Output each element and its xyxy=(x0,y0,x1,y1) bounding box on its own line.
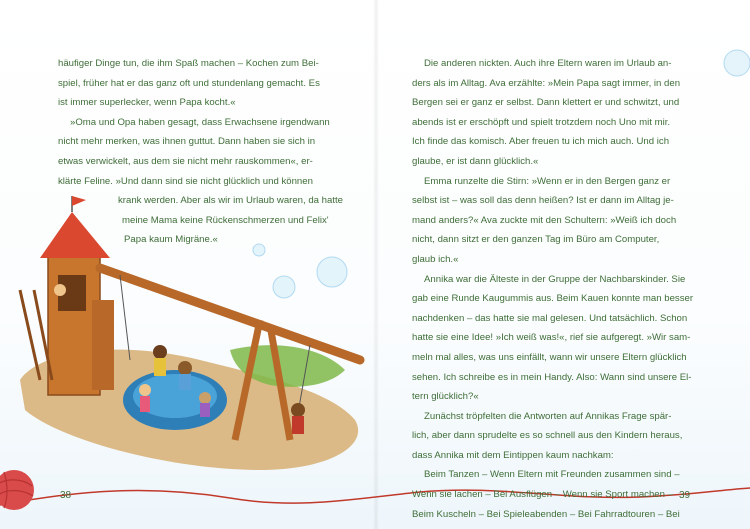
text-line: Bergen sei er ganz er selbst. Dann klettert er und schwitzt, und xyxy=(412,97,680,109)
page-number-right: 39 xyxy=(679,490,691,501)
text-line: Annika war die Älteste in der Gruppe der Nachbarskinder. Sie xyxy=(424,273,686,285)
left-page-text xyxy=(58,54,344,250)
text-line: spiel, früher hat er das ganz oft und stundenlang gemacht. Es xyxy=(58,77,320,89)
text-line: Ich finde das komisch. Aber freuen tu ich mich auch. Und ich xyxy=(412,136,670,148)
text-line: glaub ich.« xyxy=(412,253,459,265)
text-line: Wenn sie lachen – Bei Ausflügen – Wenn sie Sport machen – xyxy=(412,489,673,501)
text-line: Die anderen nickten. Auch ihre Eltern waren im Urlaub an- xyxy=(424,58,672,69)
text-line: mand anders?« Ava zuckte mit den Schultern: »Weiß ich doch xyxy=(412,214,677,226)
yarn-ball-icon xyxy=(0,470,34,510)
text-line: nicht mehr merken, was ihnen guttut. Dann haben sie sich in xyxy=(58,136,316,148)
text-line: etwas verwickelt, aus dem sie nicht mehr rauskommen«, er- xyxy=(58,155,313,167)
text-line: nachdenken – das hatte sie mal gelesen. Und tatsächlich. Schon xyxy=(412,312,688,324)
text-line: ders als im Alltag. Ava erzählte: »Mein Papa sagt immer, in den xyxy=(412,77,681,89)
text-line: meine Mama keine Rückenschmerzen und Felix' xyxy=(122,214,329,226)
text-line: glaube, er ist dann glücklich.« xyxy=(412,155,539,167)
text-line: »Oma und Opa haben gesagt, dass Erwachsene irgendwann xyxy=(70,116,330,128)
text-line: dass Annika mit dem Eintippen kaum nachkam: xyxy=(412,449,614,461)
text-line: Beim Tanzen – Wenn Eltern mit Freunden zusammen sind – xyxy=(424,469,680,481)
text-line: krank werden. Aber als wir im Urlaub waren, da hatte xyxy=(118,195,344,207)
page-number-left: 38 xyxy=(60,490,72,501)
text-line: Zunächst tröpfelten die Antworten auf Annikas Frage spär- xyxy=(424,410,672,422)
text-line: gab eine Runde Kaugummis aus. Beim Kauen konnte man besser xyxy=(412,293,694,305)
text-line: Beim Kuscheln – Bei Spieleabenden – Bei Fahrradtouren – Bei xyxy=(412,508,680,520)
text-line: selbst ist – was soll das denn heißen? Ist er dann im Alltag je- xyxy=(412,195,674,207)
text-line: häufiger Dinge tun, die ihm Spaß machen – Kochen zum Bei- xyxy=(58,58,319,69)
text-line: lich, aber dann sprudelte es so schnell aus den Kindern heraus, xyxy=(412,430,683,442)
text-line: tern glücklich?« xyxy=(412,391,479,403)
text-line: meln mal alles, was uns einfällt, wann wir unsere Eltern glücklich xyxy=(412,351,687,363)
text-line: abends ist er erschöpft und spielt trotzdem noch Uno mit mir. xyxy=(412,116,671,128)
right-page-text xyxy=(412,54,696,524)
text-line: klärte Feline. »Und dann sind sie nicht glücklich und können xyxy=(58,175,313,187)
text-line: ist immer superlecker, wenn Papa kocht.« xyxy=(58,97,236,109)
text-line: sehen. Ich schreibe es in mein Handy. Also: Wann sind unsere El- xyxy=(412,371,692,383)
text-line: Papa kaum Migräne.« xyxy=(124,234,218,246)
text-line: nicht, dann sitzt er den ganzen Tag im Büro am Computer, xyxy=(412,234,660,246)
text-line: hatte sie eine Idee! »Ich weiß was!«, rief sie aufgeregt. »Wir sam- xyxy=(412,332,691,344)
text-line: Emma runzelte die Stirn: »Wenn er in den Bergen ganz er xyxy=(424,175,671,187)
